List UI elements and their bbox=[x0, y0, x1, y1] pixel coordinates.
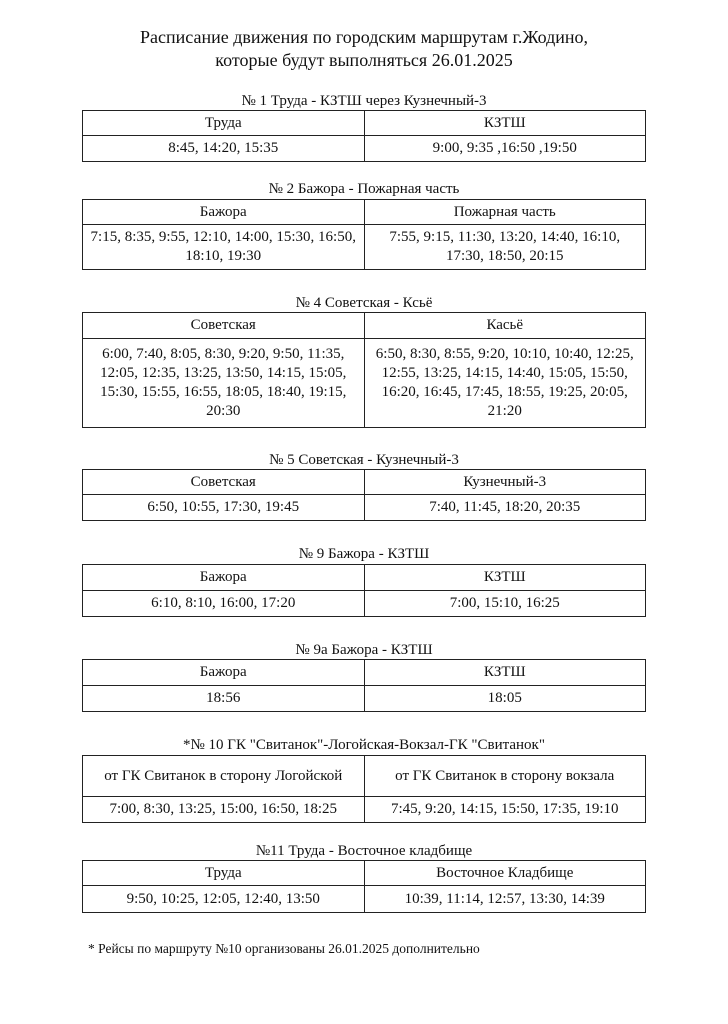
departure-times-left: 6:00, 7:40, 8:05, 8:30, 9:20, 9:50, 11:35, 12:05, 12:35, 13:25, 13:50, 14:15, 15:05, 15:30, 15:55, 16:55, 18:05, 18:40, 19:15, 20:30 bbox=[83, 339, 365, 428]
stop-name-left: от ГК Свитанок в сторону Логойской bbox=[83, 756, 365, 797]
departure-times-right: 18:05 bbox=[364, 686, 646, 712]
stop-name-right: Касьё bbox=[364, 313, 646, 339]
route-heading: № 9а Бажора - КЗТШ bbox=[295, 642, 433, 658]
departure-times-right: 6:50, 8:30, 8:55, 9:20, 10:10, 10:40, 12:25, 12:55, 13:25, 14:15, 14:40, 15:05, 15:50, 16:20, 16:45, 17:45, 18:55, 19:25, 20:05, 21:20 bbox=[364, 339, 646, 428]
route-table bbox=[82, 312, 646, 428]
stop-name-left: Бажора bbox=[83, 565, 365, 591]
departure-times-left: 7:15, 8:35, 9:55, 12:10, 14:00, 15:30, 16:50, 18:10, 19:30 bbox=[83, 225, 365, 270]
stop-name-right: Кузнечный-3 bbox=[364, 470, 646, 495]
stop-name-right: КЗТШ bbox=[364, 660, 646, 686]
departure-times-left: 6:50, 10:55, 17:30, 19:45 bbox=[83, 495, 365, 521]
route-table bbox=[82, 564, 646, 617]
departure-times-right: 7:55, 9:15, 11:30, 13:20, 14:40, 16:10, 17:30, 18:50, 20:15 bbox=[364, 225, 646, 270]
route-heading: *№ 10 ГК "Свитанок"-Логойская-Вокзал-ГК "Свитанок" bbox=[183, 737, 545, 753]
route-heading: № 4 Советская - Ксьё bbox=[295, 295, 433, 311]
departure-times-right: 10:39, 11:14, 12:57, 13:30, 14:39 bbox=[364, 886, 646, 913]
departure-times-right: 7:00, 15:10, 16:25 bbox=[364, 591, 646, 617]
route-table bbox=[82, 860, 646, 913]
stop-name-right: от ГК Свитанок в сторону вокзала bbox=[364, 756, 646, 797]
stop-name-right: КЗТШ bbox=[364, 111, 646, 136]
departure-times-right: 7:45, 9:20, 14:15, 15:50, 17:35, 19:10 bbox=[364, 797, 646, 823]
departure-times-right: 9:00, 9:35 ,16:50 ,19:50 bbox=[364, 136, 646, 162]
stop-name-left: Советская bbox=[83, 313, 365, 339]
departure-times-left: 9:50, 10:25, 12:05, 12:40, 13:50 bbox=[83, 886, 365, 913]
departure-times-right: 7:40, 11:45, 18:20, 20:35 bbox=[364, 495, 646, 521]
route-table bbox=[82, 110, 646, 162]
route-table bbox=[82, 199, 646, 270]
stop-name-right: Пожарная часть bbox=[364, 200, 646, 225]
departure-times-left: 7:00, 8:30, 13:25, 15:00, 16:50, 18:25 bbox=[83, 797, 365, 823]
departure-times-left: 6:10, 8:10, 16:00, 17:20 bbox=[83, 591, 365, 617]
stop-name-left: Советская bbox=[83, 470, 365, 495]
route-heading: № 2 Бажора - Пожарная часть bbox=[268, 181, 460, 197]
departure-times-left: 8:45, 14:20, 15:35 bbox=[83, 136, 365, 162]
route-table bbox=[82, 659, 646, 712]
title-line-1: Расписание движения по городским маршрутам г.Жодино, bbox=[139, 27, 588, 47]
stop-name-left: Бажора bbox=[83, 660, 365, 686]
departure-times-left: 18:56 bbox=[83, 686, 365, 712]
stop-name-left: Труда bbox=[83, 861, 365, 886]
page-title bbox=[0, 26, 728, 72]
stop-name-left: Труда bbox=[83, 111, 365, 136]
route-heading: № 5 Советская - Кузнечный-3 bbox=[269, 452, 459, 468]
route-heading: № 1 Труда - КЗТШ через Кузнечный-3 bbox=[241, 93, 487, 109]
route-heading: №11 Труда - Восточное кладбище bbox=[255, 843, 473, 859]
route-table bbox=[82, 755, 646, 823]
route-heading: № 9 Бажора - КЗТШ bbox=[298, 546, 430, 562]
route-table bbox=[82, 469, 646, 521]
stop-name-right: Восточное Кладбище bbox=[364, 861, 646, 886]
stop-name-right: КЗТШ bbox=[364, 565, 646, 591]
footnote: * Рейсы по маршруту №10 организованы 26.01.2025 дополнительно bbox=[88, 941, 480, 956]
stop-name-left: Бажора bbox=[83, 200, 365, 225]
title-line-2: которые будут выполняться 26.01.2025 bbox=[215, 50, 513, 70]
